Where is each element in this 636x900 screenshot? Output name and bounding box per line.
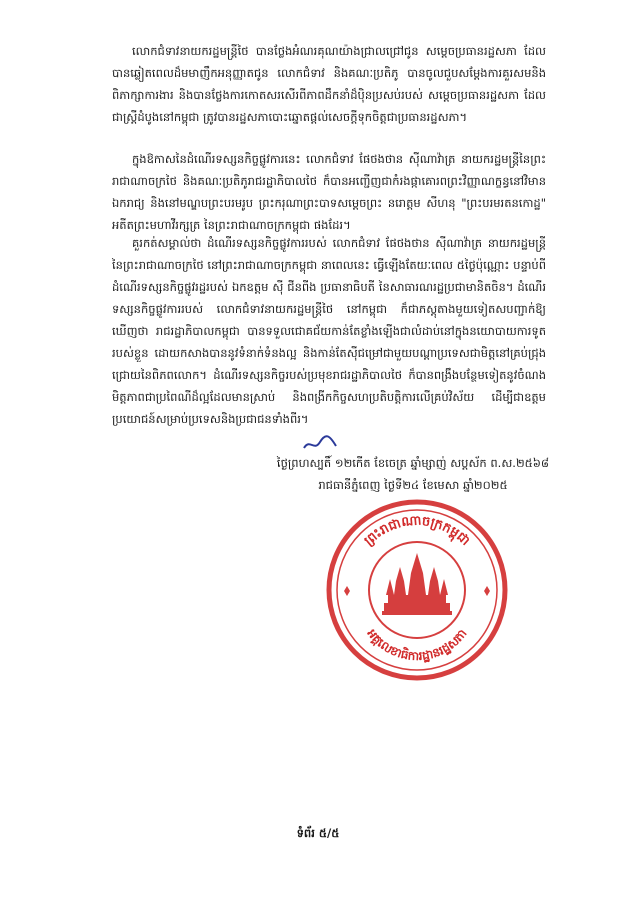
page-number: ទំព័រ ៥/៥ [296,826,340,840]
date-solar: រាជធានីភ្នំពេញ ថ្ងៃទី២៤ ខែមេសា ឆ្នាំ២០២៥ [318,478,508,492]
seal-bottom-text: អគ្គលេខាធិការដ្ឋានរដ្ឋសភា [364,626,470,664]
svg-text:ព្រះរាជាណាចក្រកម្ពុជា [362,513,473,548]
svg-text:អគ្គលេខាធិការដ្ឋានរដ្ឋសភា [364,626,470,664]
paragraph-3: គួរកត់សម្គាល់ថា ដំណើរទស្សនកិច្ចផ្លូវការរបស់ លោកជំទាវ ផែថងថាន ស៊ីណាវ៉ាត្រ នាយករដ្ឋមន្ត្រី នៃព្រះរាជាណាចក្រថៃ នៅព្រះរាជាណាចក្រកម្ពុជា នាពេលនេះ ធ្វើឡើងតែយៈពេល ៥ថ្ងៃប៉ុណ្ណោះ បន្ទាប់ពីដំណើរទស្សនកិច្ចផ្លូវរដ្ឋរបស់ ឯកឧត្តម ស៊ី ជីនពីង ប្រធានាធិបតី នៃសាធារណរដ្ឋប្រជាមានិតចិន។ ដំណើរទស្សនកិច្ចផ្លូវការរបស់ លោកជំទាវនាយករដ្ឋមន្ត្រីថៃ នៅកម្ពុជា ក៏ជាភស្តុតាងមួយទៀតសបញ្ជាក់ឱ្យឃើញថា រាជរដ្ឋាភិបាលកម្ពុជា បានទទួលជោគជ័យកាន់តែខ្លាំងឡើងជាលំដាប់នៅក្នុងនយោបាយការទូតរបស់ខ្លួន ដោយកសាងបាននូវទំនាក់ទំនងល្អ និងកាន់តែស៊ីជម្រៅជាមួយបណ្តាប្រទេសជាមិត្តនៅគ្រប់ជ្រុងជ្រោយនៃពិភពលោក។ ដំណើរទស្សនកិច្ចរបស់ប្រមុខរាជរដ្ឋាភិបាលថៃ ក៏បានពង្រឹងបន្ថែមទៀតនូវចំណងមិត្តភាពជាប្រពៃណីដ៏ល្អដែលមានស្រាប់ និងពង្រីកកិច្ចសហប្រតិបត្តិការលើគ្រប់វិស័យ ដើម្បីជាឧត្តមប្រយោជន៍សម្រាប់ប្រទេសនិងប្រជាជនទាំងពីរ។ [112,236,546,426]
paragraph-1: លោកជំទាវនាយករដ្ឋមន្ត្រីថៃ បានថ្លែងអំណរគុណយ៉ាងជ្រាលជ្រៅជូន សម្តេចប្រធានរដ្ឋសភា ដែលបានឆ្លៀតពេលដ៏មមាញឹកអនុញ្ញាតជូន លោកជំទាវ និងគណៈប្រតិភូ បានចូលជួបសម្តែងការគួរសមនិងពិភាក្សាការងារ និងបានថ្លែងការកោតសរសើរពីភាពដឹកនាំដ៏ប៉ិនប្រសប់របស់ សម្តេចប្រធានរដ្ឋសភា ដែលជាស្ត្រីដំបូងនៅកម្ពុជា ត្រូវបានរដ្ឋសភាបោះឆ្នោតផ្តល់សេចក្តីទុកចិត្តជាប្រធានរដ្ឋសភា។ [112,44,546,124]
seal-top-text: ព្រះរាជាណាចក្រកម្ពុជា [361,513,473,549]
official-seal [322,495,512,685]
date-lunar: ថ្ងៃព្រហស្បតិ៍ ១២កើត ខែចេត្រ ឆ្នាំម្សាញ់ សប្តស័ក ព.ស.២៥៦៨ [276,456,550,470]
angkor-wat-emblem [382,553,452,615]
paragraph-2: ក្នុងឱកាសនៃដំណើរទស្សនកិច្ចផ្លូវការនេះ លោកជំទាវ ផែថងថាន ស៊ីណាវ៉ាត្រ នាយករដ្ឋមន្ត្រីនៃព្រះរាជាណាចក្រថៃ និងគណៈប្រតិភូរាជរដ្ឋាភិបាលថៃ ក៏បានអញ្ជើញជាកំរងផ្កាគោរពព្រះវិញ្ញាណក្ខន្ធនៅវិមានឯករាជ្យ និងនៅមណ្ឌបព្រះបរមរូប ព្រះករុណាព្រះបាទសម្តេចព្រះ នរោត្តម សីហនុ "ព្រះបរមរតនកោដ្ឋ" អតីតព្រះមហាវីរក្សត្រ នៃព្រះរាជាណាចក្រកម្ពុជា ផងដែរ។ [112,152,546,232]
